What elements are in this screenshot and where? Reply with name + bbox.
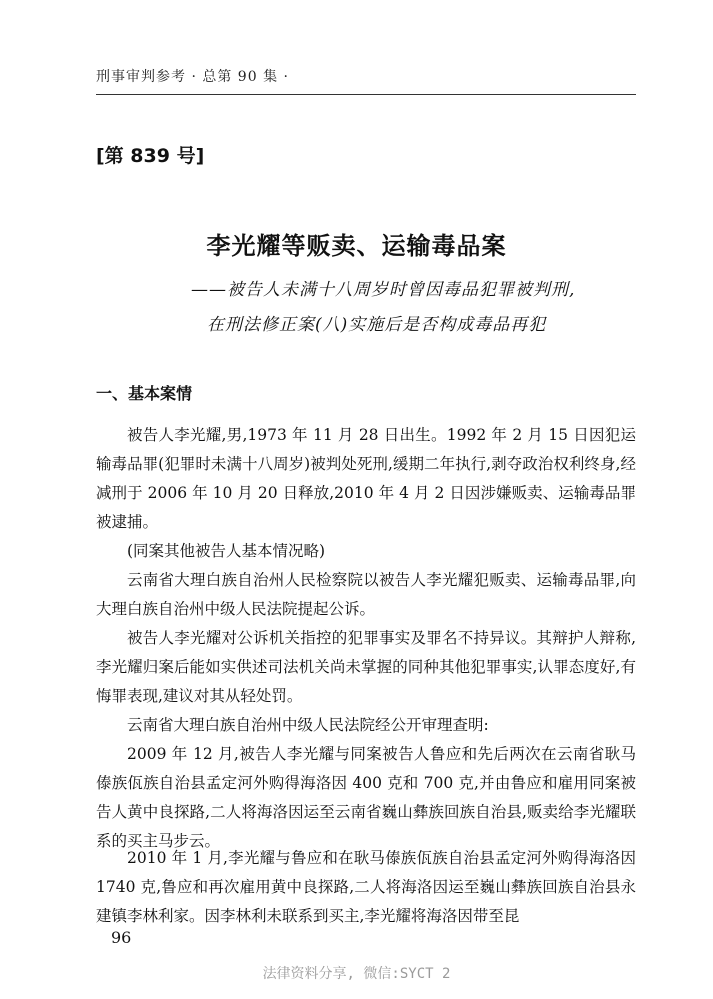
paragraph-defense: 被告人李光耀对公诉机关指控的犯罪事实及罪名不持异议。其辩护人辩称,李光耀归案后能如实供述司法机关尚未掌握的同种其他犯罪事实,认罪态度好,有悔罪表现,建议对其从轻处罚。 [96,629,636,705]
header-divider [96,94,636,95]
case-subtitle-line-1: ——被告人未满十八周岁时曾因毒品犯罪被判刑, [191,280,576,300]
page-number: 96 [111,928,132,947]
watermark-text: 法律资料分享, 微信:SYCT 2 [262,966,451,982]
paragraph-fact-2009: 2009 年 12 月,被告人李光耀与同案被告人鲁应和先后两次在云南省耿马傣族佤族自治县孟定河外购得海洛因 400 克和 700 克,并由鲁应和雇用同案被告人黄中良探路,二人将海洛因运至云南省巍山彝族回族自治县,贩卖给李光耀联系的买主马步云。 [96,745,636,850]
paragraph-fact-2010: 2010 年 1 月,李光耀与鲁应和在耿马傣族佤族自治县孟定河外购得海洛因 1740 克,鲁应和再次雇用黄中良探路,二人将海洛因运至巍山彝族回族自治县永建镇李林利家。因李林利未联系到买主,李光耀将海洛因带至昆 [96,849,636,925]
paragraph-prosecution: 云南省大理白族自治州人民检察院以被告人李光耀犯贩卖、运输毒品罪,向大理白族自治州中级人民法院提起公诉。 [96,571,636,618]
case-subtitle-line-2: 在刑法修正案(八)实施后是否构成毒品再犯 [207,315,547,335]
running-header: 刑事审判参考 · 总第 90 集 · [96,69,289,85]
paragraph-defendant-info: 被告人李光耀,男,1973 年 11 月 28 日出生。1992 年 2 月 15 日因犯运输毒品罪(犯罪时未满十八周岁)被判处死刑,缓期二年执行,剥夺政治权利终身,经减刑于 2006 年 10 月 20 日释放,2010 年 4 月 2 日因涉嫌贩卖、运输毒品罪被逮捕。 [96,426,636,531]
section-heading: 一、基本案情 [96,384,193,403]
paragraph-omitted-note: (同案其他被告人基本情况略) [127,542,326,560]
paragraph-court-findings: 云南省大理白族自治州中级人民法院经公开审理查明: [127,716,489,734]
case-number: [第 839 号] [96,145,205,167]
case-title: 李光耀等贩卖、运输毒品案 [206,231,507,260]
